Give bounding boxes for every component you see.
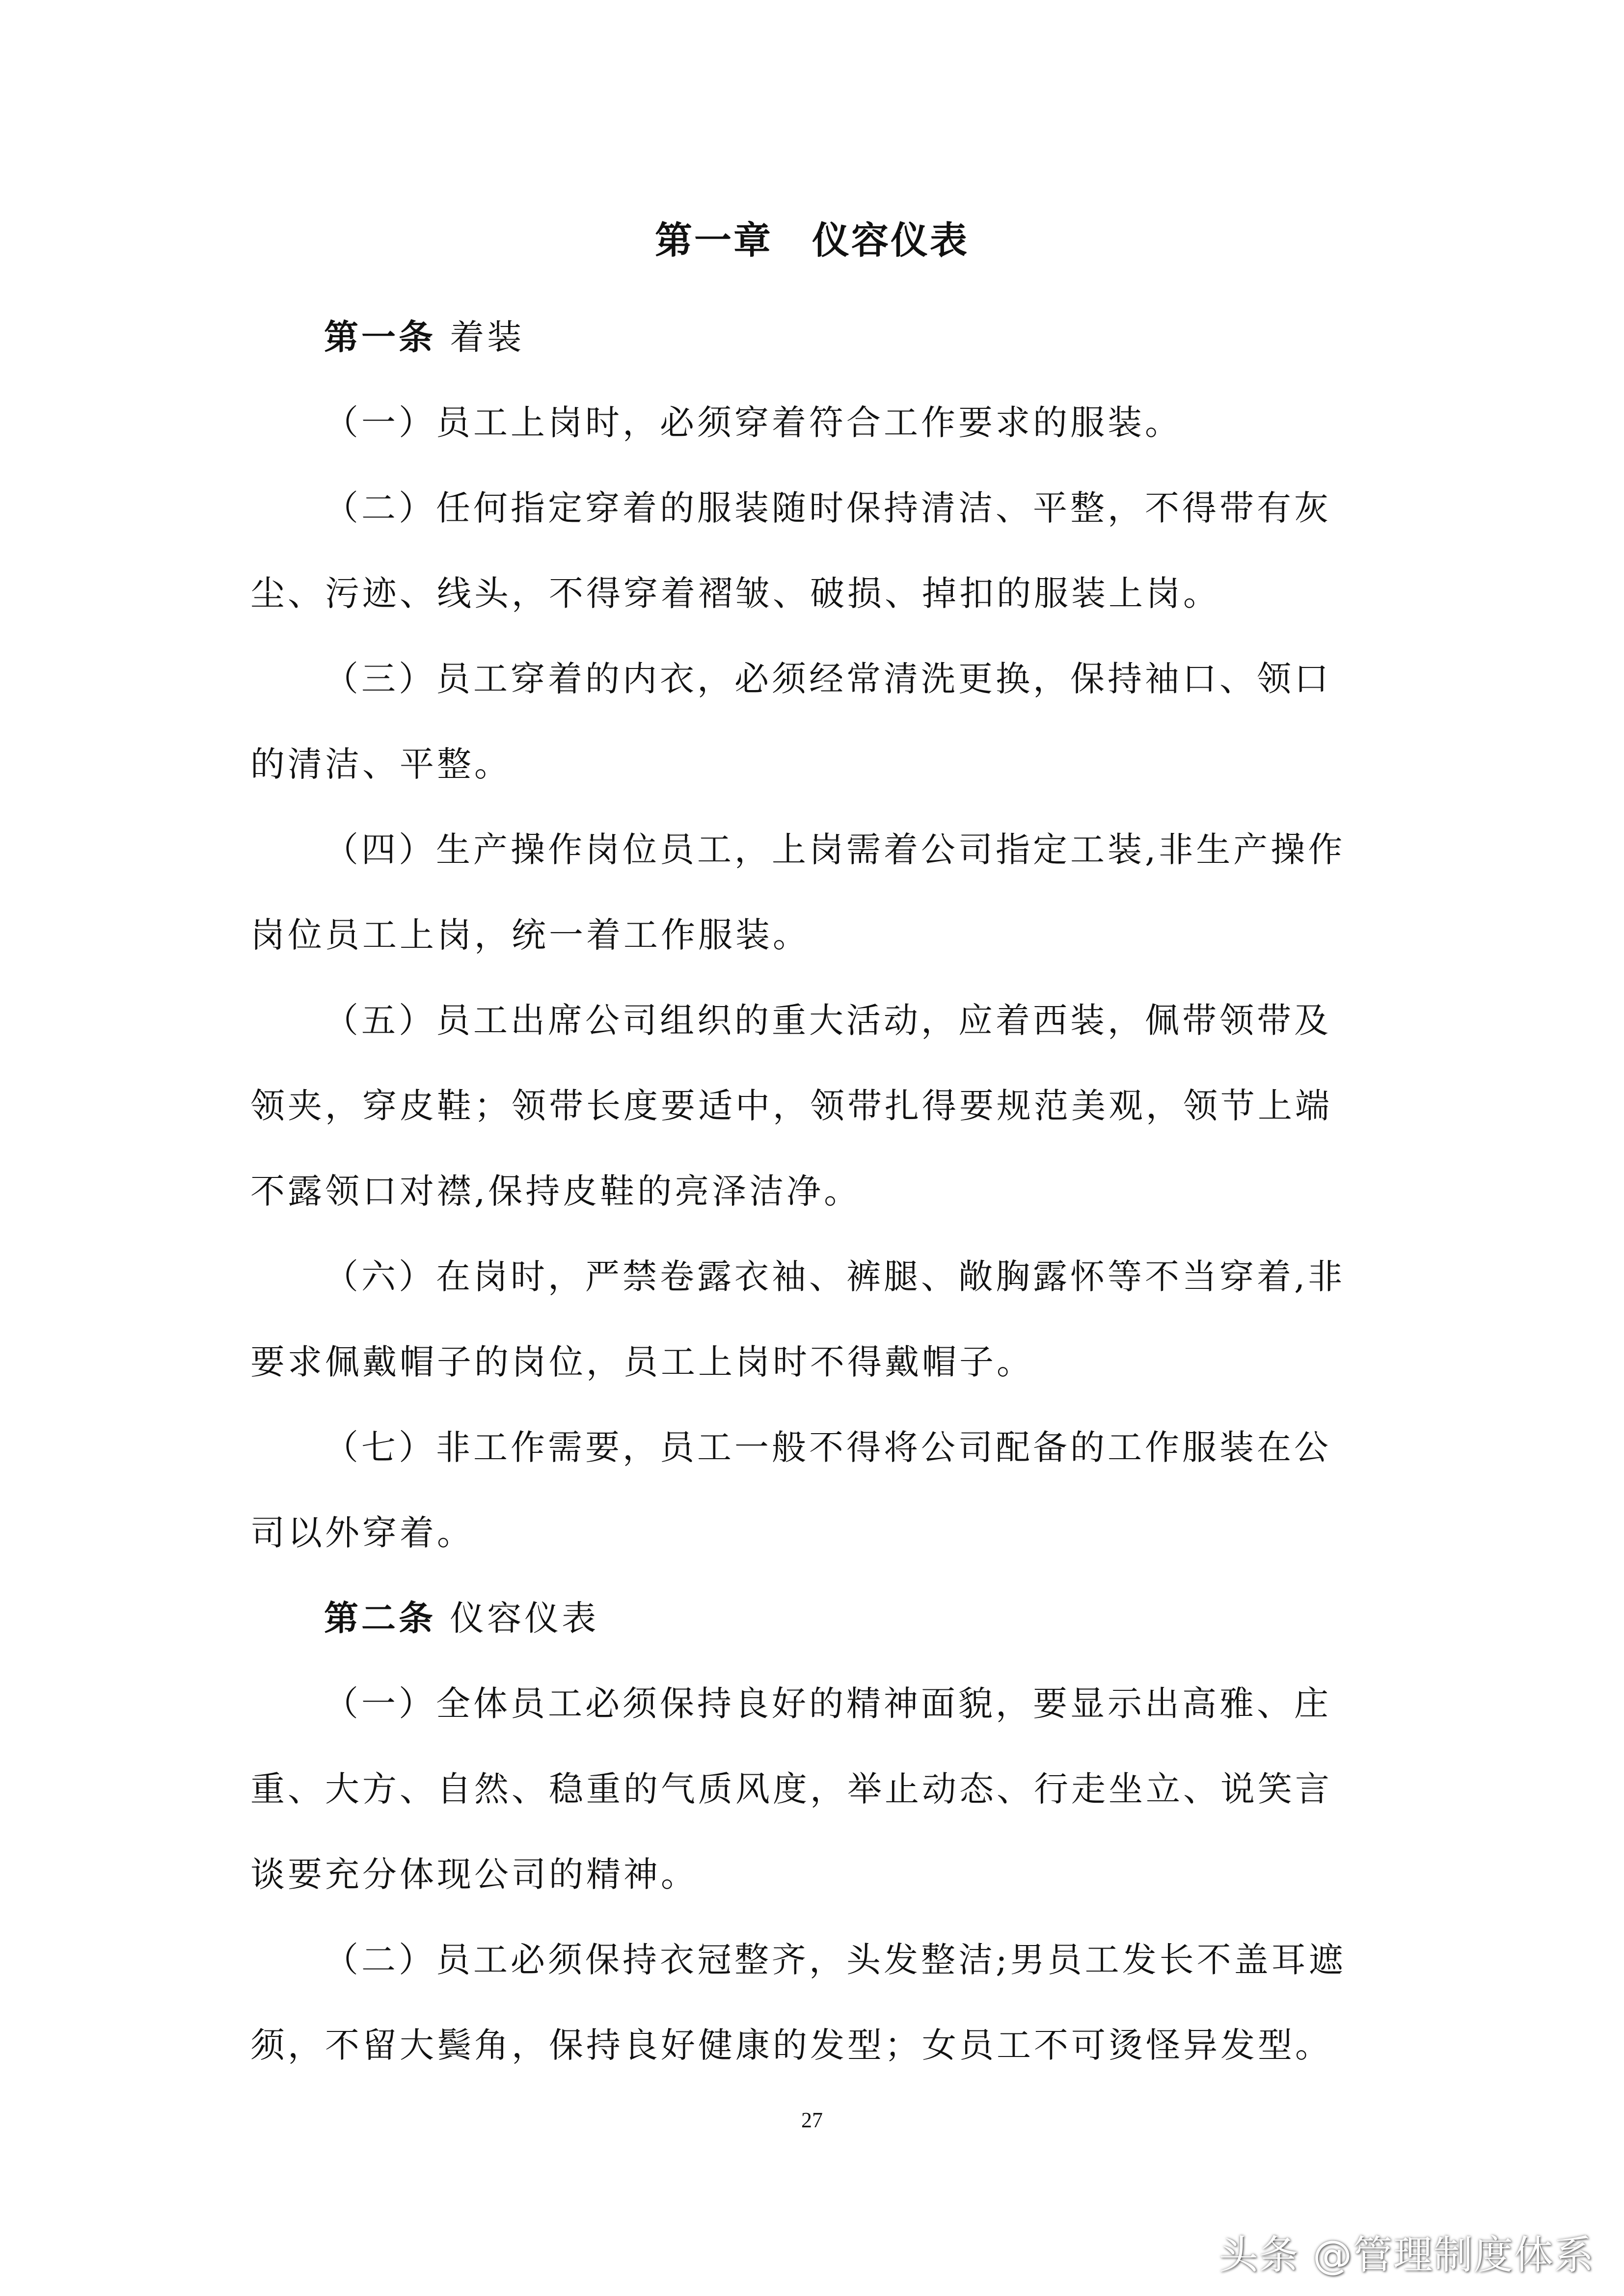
article-title: 着装 <box>450 317 525 357</box>
article-heading <box>250 294 1389 380</box>
clause-line: 的清洁、平整。 <box>250 744 512 784</box>
article-title: 仪容仪表 <box>450 1598 599 1638</box>
clause-line: 司以外穿着。 <box>250 1513 474 1553</box>
article-heading <box>250 1575 1389 1661</box>
clause-line: （二）任何指定穿着的服装随时保持清洁、平整，不得带有灰 <box>324 488 1331 528</box>
clause-line: （四）生产操作岗位员工，上岗需着公司指定工装,非生产操作 <box>324 829 1346 870</box>
clause-line: 岗位员工上岗，统一着工作服装。 <box>250 915 810 955</box>
clause-line: 不露领口对襟,保持皮鞋的亮泽洁净。 <box>250 1171 862 1211</box>
clause-line: 要求佩戴帽子的岗位，员工上岗时不得戴帽子。 <box>250 1342 1034 1382</box>
clause-line: 领夹，穿皮鞋；领带长度要适中，领带扎得要规范美观，领节上端 <box>250 1086 1332 1126</box>
clause-line: （七）非工作需要，员工一般不得将公司配备的工作服装在公 <box>324 1427 1331 1468</box>
clause-line: （五）员工出席公司组织的重大活动，应着西装，佩带领带及 <box>324 1000 1331 1041</box>
page-number: 27 <box>801 2108 823 2132</box>
clause-line: 重、大方、自然、稳重的气质风度，举止动态、行走坐立、说笑言 <box>250 1769 1332 1809</box>
article-number: 第一条 <box>324 317 436 357</box>
chapter-title: 第一章 仪容仪表 <box>655 218 969 262</box>
clause-line: （一）全体员工必须保持良好的精神面貌，要显示出高雅、庄 <box>324 1683 1331 1724</box>
clause-line: 谈要充分体现公司的精神。 <box>250 1854 698 1895</box>
clause-line: 须，不留大鬓角，保持良好健康的发型；女员工不可烫怪异发型。 <box>250 2025 1332 2065</box>
clause-line: （一）员工上岗时，必须穿着符合工作要求的服装。 <box>324 402 1182 443</box>
clause-line: （三）员工穿着的内衣，必须经常清洗更换，保持袖口、领口 <box>324 659 1331 699</box>
watermark: 头条 @管理制度体系 <box>1218 2232 1595 2278</box>
clause-line: （六）在岗时，严禁卷露衣袖、裤腿、敞胸露怀等不当穿着,非 <box>324 1256 1346 1297</box>
clause-line: 尘、污迹、线头，不得穿着褶皱、破损、掉扣的服装上岗。 <box>250 573 1220 614</box>
article-number: 第二条 <box>324 1598 436 1638</box>
clause-line: （二）员工必须保持衣冠整齐，头发整洁;男员工发长不盖耳遮 <box>324 1940 1346 1980</box>
document-body <box>250 294 1389 2088</box>
